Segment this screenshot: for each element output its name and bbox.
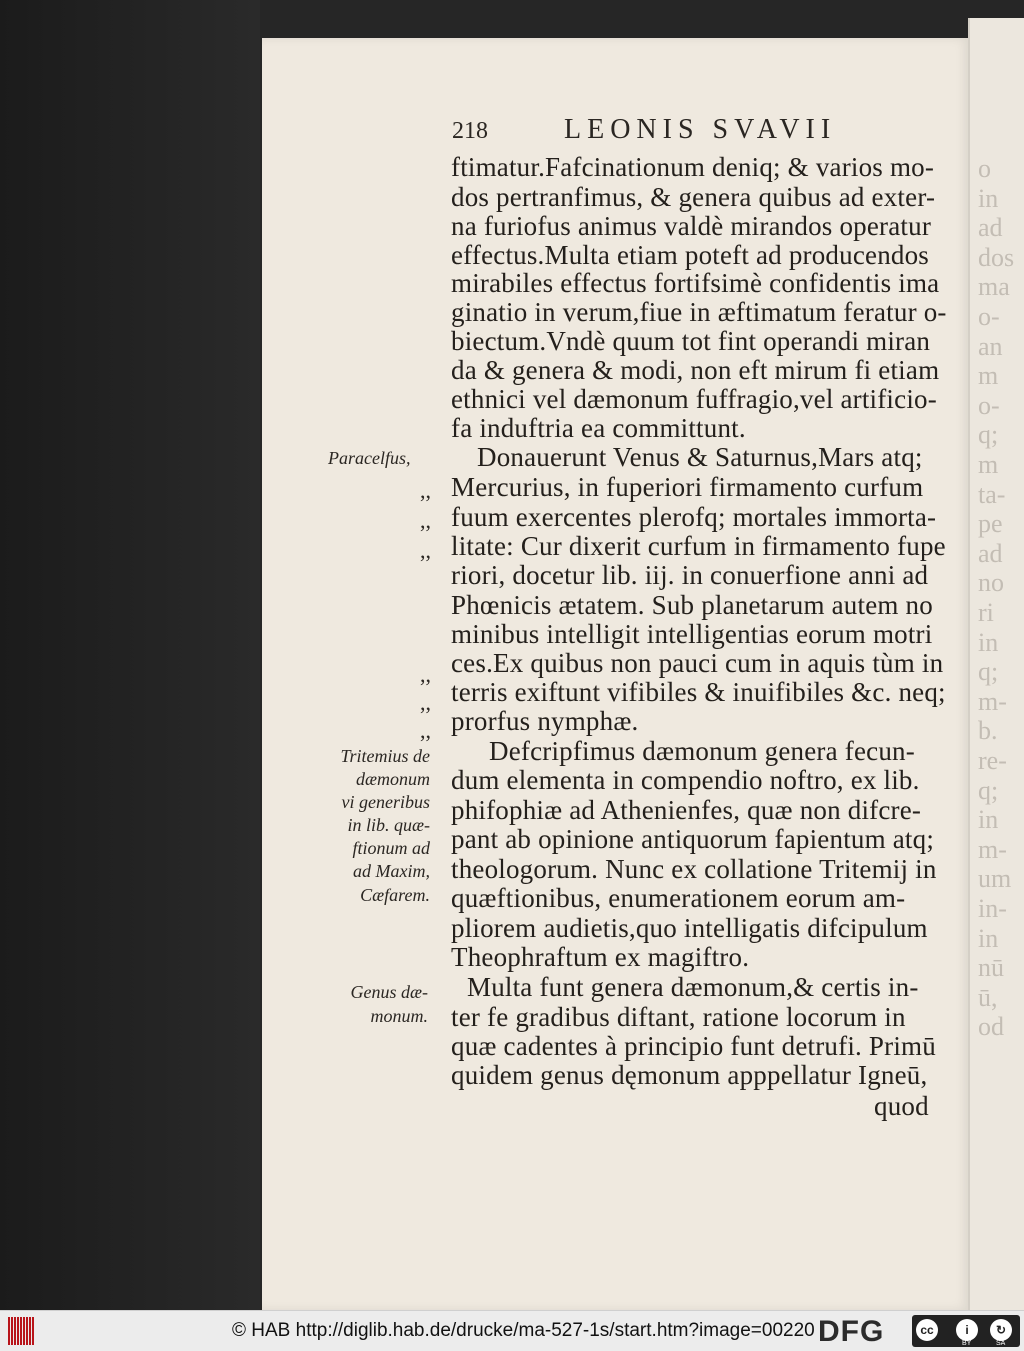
adjacent-page-fragment: in- (978, 894, 1007, 923)
adjacent-page-fragment: ad (978, 213, 1003, 243)
text-line: ftimatur.Fafcinationum deniq; & varios mo- (451, 152, 935, 182)
text-line: phifophiæ ad Athenienfes, quæ non difcre- (451, 795, 922, 825)
adjacent-page-fragment: q; (978, 657, 999, 687)
adjacent-page-fragment: od (978, 1012, 1004, 1042)
margin-note-tritemius-4: in lib. quæ- (347, 815, 430, 835)
cc-icon: cc (916, 1319, 938, 1341)
running-head: LEONIS SVAVII (564, 114, 837, 145)
margin-note-tritemius-7: Cæfarem. (360, 885, 430, 905)
quote-mark: ,, (420, 538, 431, 563)
text-line: Phœnicis ætatem. Sub planetarum autem no (451, 590, 933, 620)
adjacent-page-fragment: in (978, 183, 999, 213)
text-line: quidem genus dęmonum apppellatur Igneū, (451, 1060, 928, 1090)
text-line: da & genera & modi, non eft mirum fi etiam (451, 355, 940, 385)
text-line: quæftionibus, enumerationem eorum am- (451, 883, 906, 913)
text-line: effectus.Multa etiam poteft ad producendos (451, 240, 929, 270)
margin-note-genus-1: Genus dæ- (350, 982, 428, 1002)
margin-note-tritemius-5: ftionum ad (352, 838, 430, 858)
text-line: minibus intelligit intelligentias eorum motri (451, 619, 933, 649)
text-line: ces.Ex quibus non pauci cum in aquis tùm in (451, 648, 944, 678)
adjacent-page-fragment: o- (978, 302, 1000, 331)
by-person-icon: i (956, 1319, 978, 1341)
margin-note-tritemius-1: Tritemius de (340, 746, 430, 766)
adjacent-page-fragment: an (978, 331, 1003, 361)
text-line: Multa funt genera dæmonum,& certis in- (467, 972, 919, 1002)
adjacent-page-edge (968, 18, 1024, 1310)
adjacent-page-fragment: in (978, 923, 999, 953)
text-line: ethnici vel dæmonum fuffragio,vel artificio- (451, 384, 937, 414)
share-alike-icon: ↻ (990, 1319, 1012, 1341)
margin-note-tritemius-6: ad Maxim, (353, 861, 430, 881)
adjacent-page-fragment: o (978, 154, 991, 183)
adjacent-page-fragment: ad (978, 538, 1003, 568)
adjacent-page-fragment: m- (978, 686, 1007, 716)
adjacent-page-fragment: q; (978, 775, 999, 805)
text-line: dos pertranfimus, & genera quibus ad exter- (451, 182, 936, 212)
text-line: ginatio in verum,fiue in æftimatum feratur o- (451, 297, 947, 327)
text-line: na furiofus animus valdè mirandos operatur (451, 211, 932, 241)
quote-mark: ,, (420, 718, 431, 743)
margin-note-tritemius-3: vi generibus (341, 792, 430, 812)
text-line: riori, docetur lib. iij. in conuerfione anni ad (451, 560, 929, 590)
text-line: Defcripfimus dæmonum genera fecun- (489, 736, 915, 766)
adjacent-page-fragment: m (978, 450, 999, 479)
text-line: Theophraftum ex magiftro. (451, 942, 750, 972)
adjacent-page-fragment: m (978, 361, 999, 391)
adjacent-page-fragment: pe (978, 509, 1003, 539)
adjacent-page-fragment: ta- (978, 479, 1006, 509)
quote-mark: ,, (420, 508, 431, 533)
margin-note-paracelsus: Paracelfus, (328, 448, 411, 468)
adjacent-page-fragment: ū, (978, 982, 998, 1012)
adjacent-page-fragment: o- (978, 390, 1000, 420)
dfg-logo: DFG (818, 1315, 885, 1348)
hab-barcode-icon (8, 1317, 42, 1345)
adjacent-page-fragment: ma (978, 272, 1010, 302)
page-number: 218 (452, 118, 488, 144)
text-line: pant ab opinione antiquorum fapientum atq; (451, 824, 935, 854)
margin-note-tritemius-2: dæmonum (355, 769, 430, 789)
quote-mark: ,, (420, 690, 431, 715)
copyright-link[interactable]: © HAB http://diglib.hab.de/drucke/ma-527-1s/start.htm?image=00220 (232, 1320, 815, 1341)
adjacent-page-fragment: no (978, 568, 1004, 598)
text-line: pliorem audietis,quo intelligatis difcipulum (451, 913, 928, 943)
adjacent-page-fragment: b. (978, 716, 998, 746)
text-line: quod (874, 1091, 929, 1121)
scan-dark-border (0, 0, 260, 1310)
quote-mark: ,, (420, 478, 431, 503)
text-line: Donauerunt Venus & Saturnus,Mars atq; (477, 442, 923, 472)
text-line: prorfus nymphæ. (451, 706, 639, 736)
text-line: terris exiftunt vifibiles & inuifibiles &c. neq; (451, 677, 946, 707)
adjacent-page-fragment: dos (978, 242, 1015, 272)
text-line: quæ cadentes à principio funt detrufi. Primū (451, 1031, 936, 1061)
cc-license-badge[interactable] (912, 1315, 1020, 1347)
footer-bar (0, 1310, 1024, 1351)
adjacent-page-fragment: q; (978, 420, 999, 450)
quote-mark: ,, (420, 662, 431, 687)
adjacent-page-fragment: um (978, 864, 1012, 894)
adjacent-page-fragment: nū (978, 953, 1004, 983)
adjacent-page-fragment: m- (978, 834, 1007, 864)
text-line: biectum.Vndè quum tot fint operandi miran (451, 326, 931, 356)
text-line: theologorum. Nunc ex collatione Tritemij in (451, 854, 937, 884)
adjacent-page-fragment: in (978, 627, 999, 657)
adjacent-page-fragment: in (978, 805, 999, 835)
text-line: Mercurius, in fuperiori firmamento curfum (451, 472, 924, 502)
text-line: ter fe gradibus diftant, ratione locorum in (451, 1002, 906, 1032)
adjacent-page-fragment: ri (978, 598, 994, 627)
text-line: fuum exercentes plerofq; mortales immorta- (451, 502, 937, 532)
by-label: BY (962, 1340, 972, 1347)
margin-note-genus-2: monum. (370, 1006, 428, 1026)
text-line: mirabiles effectus fortifsimè confidentis ima (451, 268, 940, 298)
sa-label: SA (996, 1340, 1006, 1347)
text-line: dum elementa in compendio noftro, ex lib. (451, 765, 920, 795)
text-line: fa induftria ea committunt. (451, 413, 746, 443)
text-line: litate: Cur dixerit curfum in firmamento fupe (451, 531, 946, 561)
adjacent-page-fragment: re- (978, 746, 1007, 775)
